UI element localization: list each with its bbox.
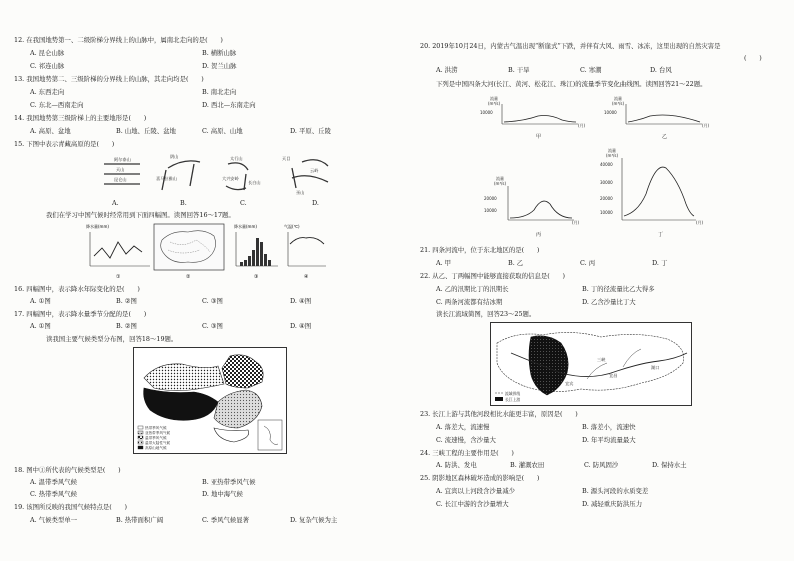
fig4-number: ④ <box>304 274 309 280</box>
intro-21-22: 下列是中国四条大河(长江、黄河、松花江、珠江)的流量季节变化曲线图。读图回答21～22题。 <box>436 80 707 88</box>
q23-option-b[interactable]: B. 落差小，流速快 <box>582 423 636 431</box>
q12-option-a[interactable]: A. 昆仑山脉 <box>30 49 65 57</box>
yi-unit: (m³/s) <box>612 101 625 106</box>
q16-option-d[interactable]: D. ④图 <box>290 297 312 305</box>
q21-option-b[interactable]: B. 乙 <box>508 259 524 267</box>
yangtze-map-drawing <box>491 323 691 405</box>
chart-bing <box>484 175 580 238</box>
q19-stem: 19. 该图所反映的我国气候特点是( ) <box>14 503 128 511</box>
label-yunling: 云岭 <box>310 168 319 173</box>
q15-option-b[interactable]: B. <box>180 199 187 207</box>
jia-unit: (m³/s) <box>488 101 501 106</box>
bing-unit: (m³/s) <box>494 181 507 186</box>
intro-23-25: 读长江流域简图，回答23～25题。 <box>436 310 536 318</box>
ding-months: (月) <box>696 220 704 225</box>
yi-y10000: 10000 <box>604 110 617 115</box>
q13-option-d[interactable]: D. 西北—东南走向 <box>202 101 256 109</box>
label-tianmu: 天目 <box>282 156 291 161</box>
q25-option-b[interactable]: B. 源头河段的水质变差 <box>582 487 649 495</box>
q17-option-d[interactable]: D. ④图 <box>290 322 312 330</box>
yi-label: 乙 <box>662 134 668 140</box>
q22-option-b[interactable]: B. 丁的径流量比乙大得多 <box>582 285 655 293</box>
climate-map-drawing <box>134 348 286 453</box>
ding-y30000: 30000 <box>600 180 613 185</box>
q21-option-d[interactable]: D. 丁 <box>652 259 668 267</box>
q24-option-c[interactable]: C. 防风固沙 <box>584 461 619 469</box>
ding-y20000: 20000 <box>600 196 613 201</box>
jia-months: (月) <box>578 123 586 128</box>
q12-option-d[interactable]: D. 贺兰山脉 <box>202 62 237 70</box>
q19-option-b[interactable]: B. 热带面积广阔 <box>116 516 164 524</box>
q13-stem: 13. 我国地势第二、三级阶梯的分界线上的山脉，其走向均是( ) <box>14 75 204 83</box>
legend-basin-boundary: 流域界线 <box>505 391 521 396</box>
q18-stem: 18. 图中①所代表的气候类型是( ) <box>14 466 121 474</box>
map-label-three-gorges: 三峡 <box>597 357 606 362</box>
label-yinshan: 阴山 <box>170 154 179 159</box>
q17-stem: 17. 四幅图中，表示降水量季节分配的是( ) <box>14 310 147 318</box>
fig1-title: 降水量(mm) <box>86 224 109 229</box>
legend-temperate-continental: 温带大陆性气候 <box>145 441 171 445</box>
q17-option-b[interactable]: B. ②图 <box>116 322 137 330</box>
fig3-number: ③ <box>254 274 259 280</box>
q22-option-c[interactable]: C. 两条河流都有结冰期 <box>436 298 503 306</box>
climate-figures-16-17 <box>84 222 330 280</box>
yi-ylabel: 流量 <box>614 96 622 101</box>
chart-ding <box>600 147 704 238</box>
legend-upper-reach: 长江上游 <box>505 397 521 402</box>
fig4-title: 气温(℃) <box>284 224 300 229</box>
ding-ylabel: 流量 <box>608 148 616 153</box>
bing-y10000: 10000 <box>484 208 497 213</box>
bing-ylabel: 流量 <box>496 176 504 181</box>
mountain-sketch-figure <box>96 150 346 200</box>
ding-label: 丁 <box>658 232 664 238</box>
q18-option-a[interactable]: A. 温带季风气候 <box>30 478 78 486</box>
legend-plateau-mountain: 高原山地气候 <box>145 446 167 450</box>
q14-option-a[interactable]: A. 高原、盆地 <box>30 127 71 135</box>
q23-stem: 23. 长江上游与其他河段相比水能更丰富，原因是( ) <box>420 410 578 418</box>
map-label-yibin: 宜宾 <box>565 381 574 386</box>
q16-option-c[interactable]: C. ③图 <box>202 297 223 305</box>
q14-stem: 14. 我国地势第三级阶梯上的主要地形是( ) <box>14 114 147 122</box>
fig3-title: 降水量(mm) <box>234 224 257 229</box>
q13-option-b[interactable]: B. 南北走向 <box>202 88 237 96</box>
q24-option-b[interactable]: B. 灌溉农田 <box>510 461 545 469</box>
fig1-number: ① <box>116 274 121 280</box>
q20-option-c[interactable]: C. 寒潮 <box>580 66 602 74</box>
q23-option-d[interactable]: D. 年平均流量最大 <box>582 436 636 444</box>
q20-stem: 20. 2019年10月24日，内蒙古气温出现“断崖式”下跌，并伴有大风、雨雪、冰冻，这里出现的自然灾害是 <box>420 42 721 50</box>
q24-option-d[interactable]: D. 保持水土 <box>652 461 687 469</box>
q21-option-c[interactable]: C. 丙 <box>580 259 596 267</box>
q17-option-c[interactable]: C. ③图 <box>202 322 223 330</box>
label-daxinganling: 大兴安岭 <box>222 176 239 181</box>
q23-option-c[interactable]: C. 流速慢，含沙量大 <box>436 436 496 444</box>
intro-18-19: 读我国主要气候类型分布图，回答18～19题。 <box>46 335 178 343</box>
q18-option-c[interactable]: C. 热带季风气候 <box>30 490 78 498</box>
q13-option-c[interactable]: C. 东北—西南走向 <box>30 101 84 109</box>
q21-stem: 21. 四条河流中，位于东北地区的是( ) <box>420 246 540 254</box>
map-label-yichang: 宜昌 <box>609 373 618 378</box>
q12-option-c[interactable]: C. 祁连山脉 <box>30 62 65 70</box>
q22-stem: 22. 从乙、丁两幅图中能够直接获取的信息是( ) <box>420 272 565 280</box>
river-flow-charts <box>480 94 730 244</box>
label-tianshan: 天山 <box>116 167 125 172</box>
label-wushan: 巫山 <box>296 190 305 195</box>
q14-option-c[interactable]: C. 高原、山地 <box>202 127 243 135</box>
jia-label: 甲 <box>536 134 542 140</box>
intro-16-17: 我们在学习中国气候时经常用到下面四幅图。读图回答16～17题。 <box>46 211 235 219</box>
legend-subtropical-monsoon: 亚热带季风气候 <box>145 431 171 435</box>
label-changbai: 长白山 <box>248 180 261 185</box>
figure-4-temperature <box>284 223 326 280</box>
q13-option-a[interactable]: A. 东西走向 <box>30 88 65 96</box>
q19-option-d[interactable]: D. 复杂气候为主 <box>290 516 338 524</box>
bing-y20000: 20000 <box>484 196 497 201</box>
bing-label: 丙 <box>536 232 542 238</box>
q25-option-a[interactable]: A. 宜宾以上河段含沙量减少 <box>436 487 515 495</box>
fig2-number: ② <box>186 274 191 280</box>
q25-option-c[interactable]: C. 长江中游的含沙量增大 <box>436 500 509 508</box>
label-himalaya: 喜马拉雅山 <box>156 176 177 181</box>
jia-ylabel: 流量 <box>490 96 498 101</box>
q22-option-a[interactable]: A. 乙的汛期比丁的汛期长 <box>436 285 509 293</box>
yangtze-basin-map <box>490 322 692 406</box>
q23-option-a[interactable]: A. 落差大，流速慢 <box>436 423 490 431</box>
q25-stem: 25. 阴影地区森林破坏造成的影响是( ) <box>420 474 540 482</box>
chart-jia <box>480 95 586 140</box>
bing-months: (月) <box>572 220 580 225</box>
q12-stem: 12. 在我国地势第一、二级阶梯分界线上的山脉中，属南北走向的是( ) <box>14 36 223 44</box>
q24-option-a[interactable]: A. 防洪、发电 <box>436 461 477 469</box>
jia-y10000: 10000 <box>480 110 493 115</box>
label-taihang: 太行山 <box>230 156 243 161</box>
q15-option-c[interactable]: C. <box>240 199 247 207</box>
q14-option-b[interactable]: B. 山地、丘陵、盆地 <box>116 127 176 135</box>
label-altai: 阿尔泰山 <box>114 157 131 162</box>
label-kunlun: 昆仑山 <box>114 177 127 182</box>
figure-1-line <box>86 223 150 280</box>
chart-yi <box>604 95 710 140</box>
q14-option-d[interactable]: D. 平原、丘陵 <box>290 127 331 135</box>
q15-option-d[interactable]: D. <box>312 199 319 207</box>
figure-3-bars <box>234 223 278 280</box>
legend-tropical-monsoon: 热带季风气候 <box>145 426 167 430</box>
q17-option-a[interactable]: A. ①图 <box>30 322 51 330</box>
q19-option-a[interactable]: A. 气候类型单一 <box>30 516 78 524</box>
q18-option-d[interactable]: D. 地中海气候 <box>202 490 243 498</box>
q18-option-b[interactable]: B. 亚热带季风气候 <box>202 478 256 486</box>
q21-option-a[interactable]: A. 甲 <box>436 259 452 267</box>
q24-stem: 24. 三峡工程的主要作用是( ) <box>420 449 514 457</box>
figure-2-map <box>154 224 224 280</box>
q16-option-b[interactable]: B. ②图 <box>116 297 137 305</box>
q12-option-b[interactable]: B. 横断山脉 <box>202 49 237 57</box>
legend-temperate-monsoon: 温带季风气候 <box>145 436 167 440</box>
q20-option-d[interactable]: D. 台风 <box>650 66 672 74</box>
q16-stem: 16. 四幅图中，表示降水年际变化的是( ) <box>14 285 140 293</box>
climate-map <box>133 347 287 454</box>
q22-option-d[interactable]: D. 乙含沙量比丁大 <box>582 298 636 306</box>
q15-stem: 15. 下图中表示青藏高原的是( ) <box>14 140 115 148</box>
ding-y10000: 10000 <box>600 210 613 215</box>
ding-unit: (m³/s) <box>606 153 619 158</box>
ding-y40000: 40000 <box>600 162 613 167</box>
q20-paren: ( ) <box>744 54 762 62</box>
q20-option-b[interactable]: B. 干旱 <box>508 66 530 74</box>
q25-option-d[interactable]: D. 减轻重庆防洪压力 <box>582 500 643 508</box>
yi-months: (月) <box>702 123 710 128</box>
q20-option-a[interactable]: A. 洪涝 <box>436 66 458 74</box>
q19-option-c[interactable]: C. 季风气候显著 <box>202 516 250 524</box>
map-label-hukou: 湖口 <box>651 365 660 370</box>
q15-option-a[interactable]: A. <box>112 199 119 207</box>
q16-option-a[interactable]: A. ①图 <box>30 297 51 305</box>
